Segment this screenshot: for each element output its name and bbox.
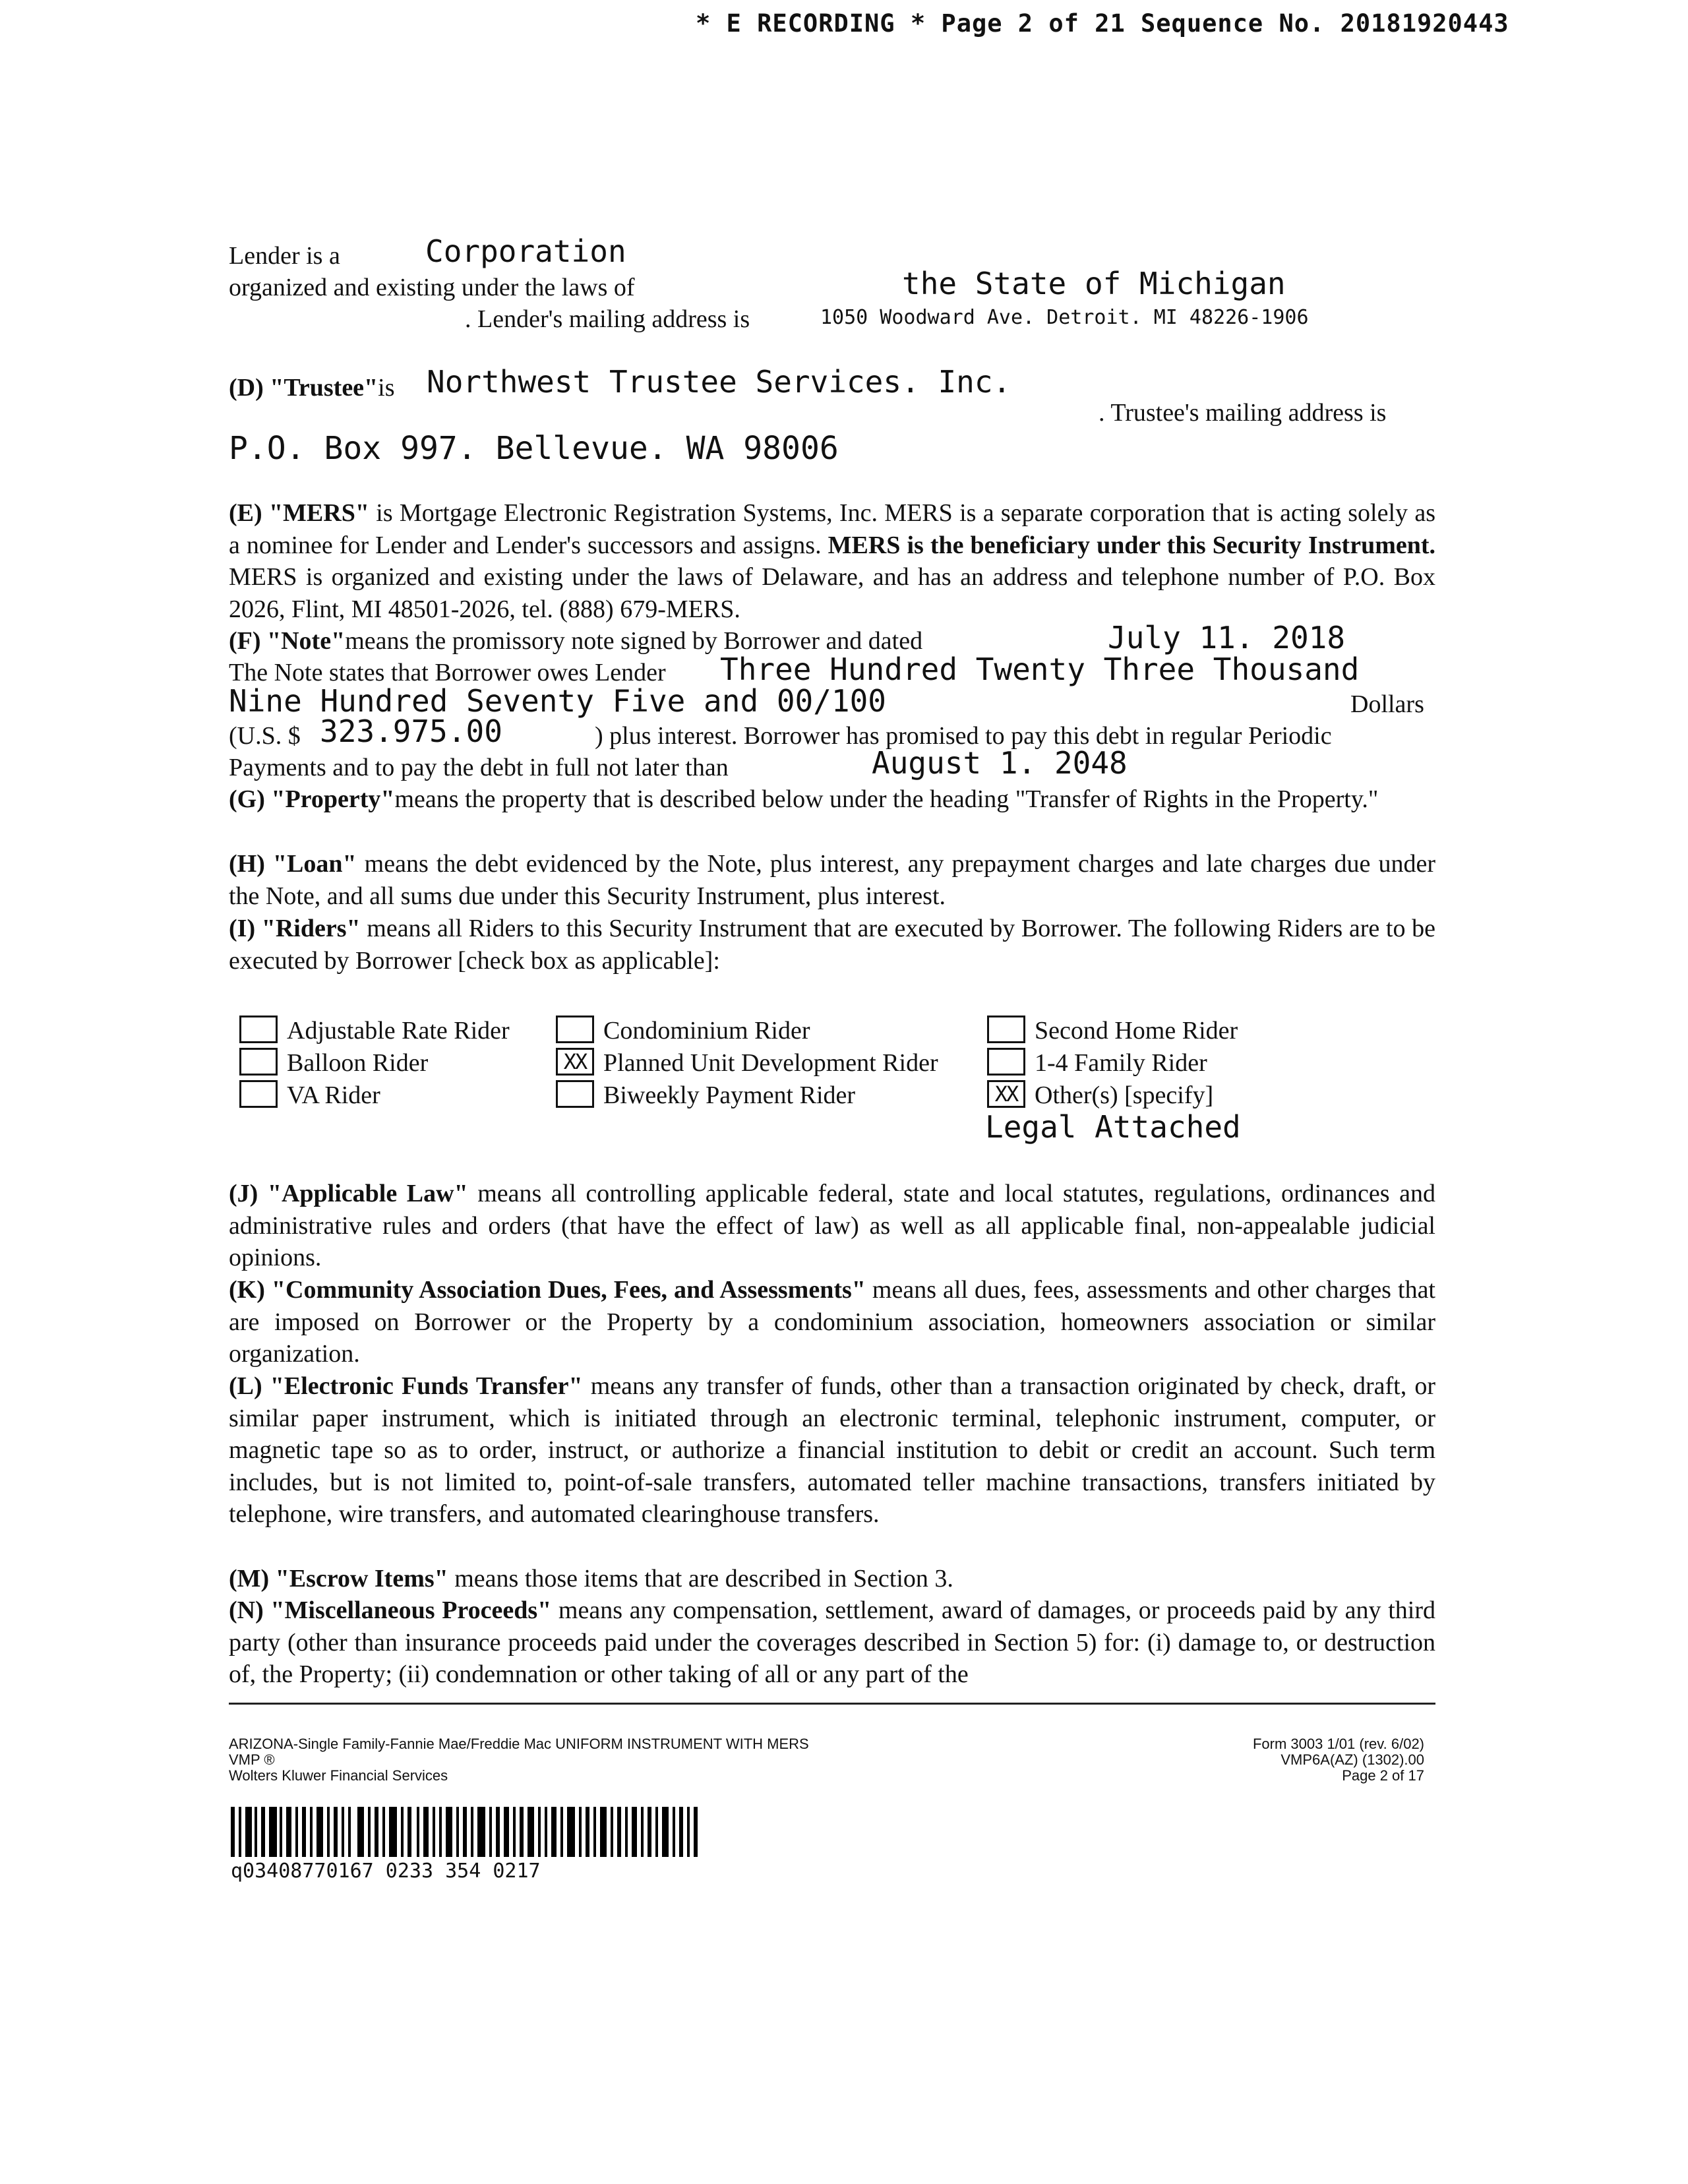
note-line-2: The Note states that Borrower owes Lender	[229, 659, 666, 686]
property-text: means the property that is described below under the heading "Transfer of Rights in the Property."	[394, 785, 1379, 813]
note-amount-words-1: Three Hundred Twenty Three Thousand	[720, 652, 1360, 687]
barcode	[231, 1807, 699, 1857]
applicable-law-definition	[229, 1178, 1435, 1274]
biweekly-rider-checkbox[interactable]	[556, 1080, 594, 1108]
second-home-rider-checkbox[interactable]	[987, 1016, 1025, 1043]
other-rider-label: Other(s) [specify]	[1035, 1081, 1214, 1109]
misc-proceeds-term: (N) "Miscellaneous Proceeds"	[229, 1596, 552, 1624]
barcode-graphic	[231, 1807, 699, 1857]
note-amount-words-2: Nine Hundred Seventy Five and 00/100	[229, 683, 886, 719]
misc-proceeds-definition	[229, 1594, 1435, 1691]
balloon-rider-label: Balloon Rider	[287, 1049, 429, 1077]
riders-definition	[229, 913, 1435, 977]
lender-mailing-address: 1050 Woodward Ave. Detroit. MI 48226-1906	[820, 306, 1309, 329]
footer-vmp: VMP ®	[229, 1751, 275, 1768]
family-rider-label: 1-4 Family Rider	[1035, 1049, 1207, 1077]
trustee-name: Northwest Trustee Services. Inc.	[427, 364, 1011, 400]
pud-rider-checkbox[interactable]: XX	[556, 1048, 594, 1076]
trustee-term: (D) "Trustee"	[229, 374, 378, 402]
eft-term: (L) "Electronic Funds Transfer"	[229, 1372, 583, 1400]
balloon-rider-checkbox[interactable]	[239, 1048, 278, 1076]
lender-mailing-label: . Lender's mailing address is	[465, 305, 750, 333]
footer-divider	[229, 1703, 1435, 1705]
mers-beneficiary: MERS is the beneficiary under this Security Instrument.	[828, 531, 1436, 559]
loan-term: (H) "Loan"	[229, 850, 357, 878]
condominium-rider-checkbox[interactable]	[556, 1016, 594, 1043]
note-us-label: (U.S. $	[229, 722, 301, 750]
note-line-3: ) plus interest. Borrower has promised to pay this debt in regular Periodic	[595, 722, 1332, 750]
lender-type: Corporation	[425, 233, 626, 269]
escrow-items-term: (M) "Escrow Items"	[229, 1565, 448, 1592]
va-rider-checkbox[interactable]	[239, 1080, 278, 1108]
trustee-is: is	[378, 374, 395, 402]
note-line-4: Payments and to pay the debt in full not later than	[229, 754, 729, 781]
barcode-number: q03408770167 0233 354 0217	[231, 1860, 541, 1883]
footer-form-title: ARIZONA-Single Family-Fannie Mae/Freddie Mac UNIFORM INSTRUMENT WITH MERS	[229, 1736, 809, 1752]
recording-header: * E RECORDING * Page 2 of 21 Sequence No. 20181920443	[696, 9, 1509, 38]
trustee-address: P.O. Box 997. Bellevue. WA 98006	[229, 430, 839, 467]
community-dues-text: means all dues, fees, assessments and other charges that are imposed on Borrower or the Property by a condominium association, homeowners association or similar organization.	[229, 1276, 1435, 1368]
property-term: (G) "Property"	[229, 785, 395, 813]
mers-definition	[229, 497, 1435, 625]
lender-organized-label: organized and existing under the laws of	[229, 274, 635, 301]
footer-vmp-code: VMP6A(AZ) (1302).00	[1281, 1751, 1424, 1768]
mers-text-b: MERS is organized and existing under the laws of Delaware, and has an address and telephone number of P.O. Box 2026, Flint, MI 48501-2026, tel. (888) 679-MERS.	[229, 563, 1435, 623]
adjustable-rate-rider-label: Adjustable Rate Rider	[287, 1017, 510, 1045]
other-rider-checkbox[interactable]: XX	[987, 1080, 1025, 1108]
condominium-rider-label: Condominium Rider	[603, 1017, 810, 1045]
adjustable-rate-rider-checkbox[interactable]	[239, 1016, 278, 1043]
applicable-law-text: means all controlling applicable federal, state and local statutes, regulations, ordinances and administrative rules and orders (that have the effect of law) as well as all applicable final, non-appealable judicial opinions.	[229, 1180, 1435, 1271]
lender-is-label: Lender is a	[229, 242, 340, 270]
footer-publisher: Wolters Kluwer Financial Services	[229, 1767, 448, 1784]
note-term: (F) "Note"	[229, 627, 346, 655]
other-rider-specify: Legal Attached	[985, 1109, 1241, 1145]
escrow-items-definition	[229, 1563, 1435, 1595]
applicable-law-term: (J) "Applicable Law"	[229, 1180, 468, 1207]
footer-page-number: Page 2 of 17	[1342, 1767, 1424, 1784]
riders-term: (I) "Riders"	[229, 915, 361, 942]
family-rider-checkbox[interactable]	[987, 1048, 1025, 1076]
escrow-items-text: means those items that are described in Section 3.	[448, 1565, 953, 1592]
trustee-label	[229, 372, 395, 404]
eft-text: means any transfer of funds, other than a transaction originated by check, draft, or similar paper instrument, which is initiated through an electronic terminal, telephonic instrument, computer, or magnetic tape so as to order, instruct, or authorize a financial institution to debit or credit an account. Such term includes, but is not limited to, point-of-sale transfers, automated teller machine transactions, transfers initiated by telephone, wire transfers, and automated clearinghouse transfers.	[229, 1372, 1435, 1528]
misc-proceeds-text: means any compensation, settlement, award of damages, or proceeds paid by any third party (other than insurance proceeds paid under the coverages described in Section 5) for: (i) damage to, or destruction of, the Property; (ii) condemnation or other taking of all or any part of the	[229, 1596, 1435, 1688]
trustee-mailing-label: . Trustee's mailing address is	[1099, 399, 1387, 427]
note-date: July 11. 2018	[1108, 620, 1346, 655]
mers-term: (E) "MERS"	[229, 499, 369, 527]
pud-rider-label: Planned Unit Development Rider	[603, 1049, 938, 1077]
community-dues-definition	[229, 1274, 1435, 1370]
biweekly-rider-label: Biweekly Payment Rider	[603, 1081, 856, 1109]
note-dollars: Dollars	[1350, 690, 1424, 718]
footer-form-number: Form 3003 1/01 (rev. 6/02)	[1252, 1736, 1424, 1752]
community-dues-term: (K) "Community Association Dues, Fees, and Assessments"	[229, 1276, 866, 1304]
eft-definition	[229, 1370, 1435, 1531]
note-maturity-date: August 1. 2048	[872, 745, 1128, 781]
riders-text: means all Riders to this Security Instrument that are executed by Borrower. The following Riders are to be executed by Borrower [check box as applicable]:	[229, 915, 1435, 975]
va-rider-label: VA Rider	[287, 1081, 380, 1109]
property-definition	[229, 783, 1435, 816]
note-amount: 323.975.00	[320, 713, 502, 749]
loan-text: means the debt evidenced by the Note, plus interest, any prepayment charges and late charges due under the Note, and all sums due under this Security Instrument, plus interest.	[229, 850, 1435, 910]
loan-definition	[229, 848, 1435, 912]
note-text-a: means the promissory note signed by Borrower and dated	[345, 627, 923, 655]
lender-jurisdiction: the State of Michigan	[902, 266, 1286, 301]
second-home-rider-label: Second Home Rider	[1035, 1017, 1238, 1045]
mers-text-a: is Mortgage Electronic Registration Systems, Inc. MERS is a separate corporation that is acting solely as a nominee for Lender and Lender's successors and assigns.	[229, 499, 1435, 559]
